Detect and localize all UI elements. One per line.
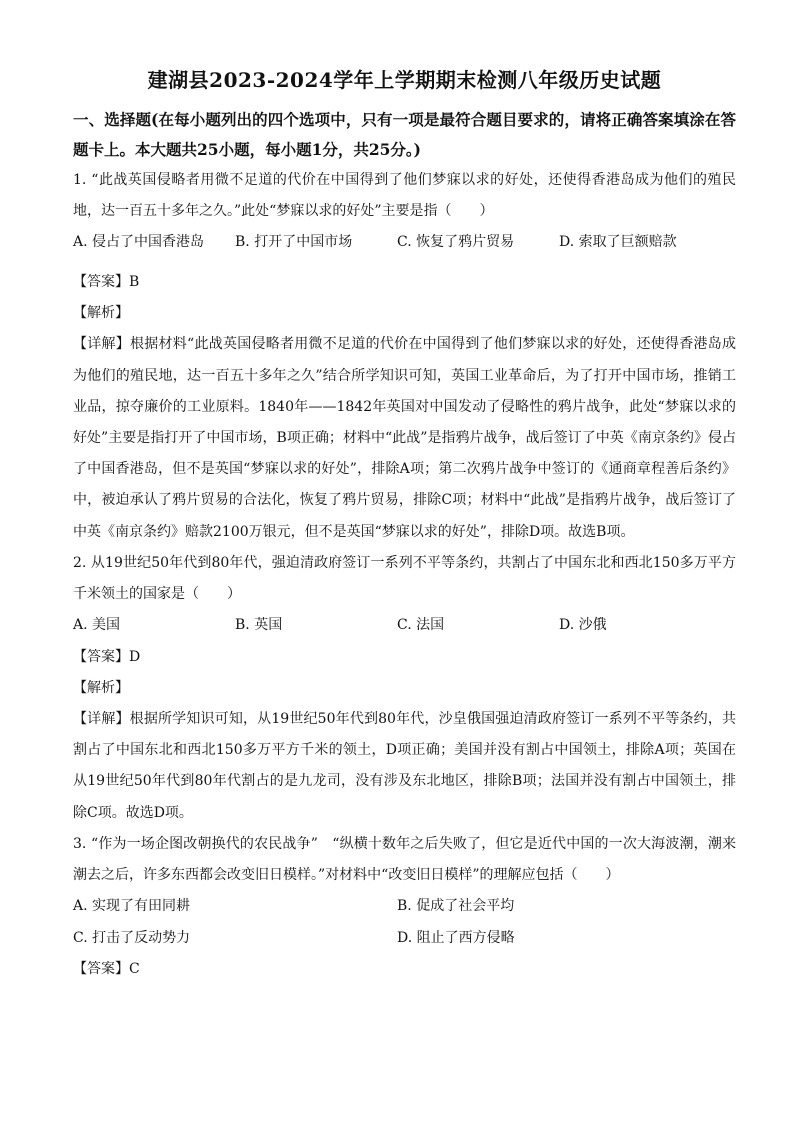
question-2 [73, 548, 736, 829]
analysis-label: 【解析】 [73, 305, 129, 322]
option-a: A. 美国 [73, 617, 121, 634]
options-row [73, 610, 736, 642]
option-d: D. 阻止了西方侵略 [397, 929, 515, 946]
answer-label: 【答案】D [73, 648, 141, 665]
analysis-label: 【解析】 [73, 679, 129, 696]
option-d: D. 索取了巨额赔款 [559, 234, 677, 251]
question-3 [73, 829, 736, 986]
option-a: A. 实现了有田同耕 [73, 898, 191, 915]
question-stem: 3. “作为一场企图改朝换代的农民战争” “纵横十数年之后失败了，但它是近代中国的一次大海波潮，潮来潮去之后，许多东西都会改变旧日模样。”对材料中“改变旧日模样”的理解应包括（ ） [73, 835, 736, 884]
question-stem: 2. 从19世纪50年代到80年代，强迫清政府签订一系列不平等条约，共割占了中国东北和西北150多万平方千米领土的国家是（ ） [73, 554, 736, 602]
section-instructions: 一、选择题(在每小题列出的四个选项中，只有一项是最符合题目要求的，请将正确答案填涂在答题卡上。本大题共25小题，每小题1分，共25分。) [73, 110, 736, 159]
answer-label: 【答案】C [73, 961, 140, 978]
option-b: B. 打开了中国市场 [235, 234, 353, 251]
options-grid [73, 891, 736, 954]
question-stem: 1. “此战英国侵略者用微不足道的代价在中国得到了他们梦寐以求的好处，还使得香港岛成为他们的殖民地，达一百五十多年之久。”此处“梦寐以求的好处”主要是指（ ） [73, 172, 736, 220]
question-1 [73, 165, 736, 548]
detail-text: 【详解】根据所学知识可知，从19世纪50年代到80年代，沙皇俄国强迫清政府签订一系列不平等条约，共割占了中国东北和西北150多万平方千米的领土，D项正确；美国并没有割占中国领土，排除A项；英国在从19世纪50年代到80年代割占的是九龙司，没有涉及东北地区，排除B项；法国并没有割占中国领土，排除C项。故选D项。 [73, 711, 736, 821]
option-c: C. 法国 [397, 617, 445, 634]
option-b: B. 英国 [235, 617, 283, 634]
option-c: C. 恢复了鸦片贸易 [397, 234, 515, 251]
option-c: C. 打击了反动势力 [73, 929, 191, 946]
page-title: 建湖县2023-2024学年上学期期末检测八年级历史试题 [147, 68, 662, 92]
option-d: D. 沙俄 [559, 617, 607, 634]
detail-text: 【详解】根据材料“此战英国侵略者用微不足道的代价在中国得到了他们梦寐以求的好处，还使得香港岛成为他们的殖民地，达一百五十多年之久”结合所学知识可知，英国工业革命后，为了打开中国市场，推销工业品，掠夺廉价的工业原料。1840年——1842年英国对中国发动了侵略性的鸦片战争，此处“梦寐以求的好处”主要是指打开了中国市场，B项正确；材料中“此战”是指鸦片战争，战后签订了中英《南京条约》侵占了中国香港岛，但不是英国“梦寐以求的好处”，排除A项；第二次鸦片战争中签订的《通商章程善后条约》中，被迫承认了鸦片贸易的合法化，恢复了鸦片贸易，排除C项；材料中“此战”是指鸦片战争，战后签订了中英《南京条约》赔款2100万银元，但不是英国“梦寐以求的好处”，排除D项。故选B项。 [73, 336, 736, 540]
answer-label: 【答案】B [73, 273, 140, 290]
options-row [73, 227, 736, 259]
option-b: B. 促成了社会平均 [397, 898, 515, 915]
option-a: A. 侵占了中国香港岛 [73, 234, 205, 251]
